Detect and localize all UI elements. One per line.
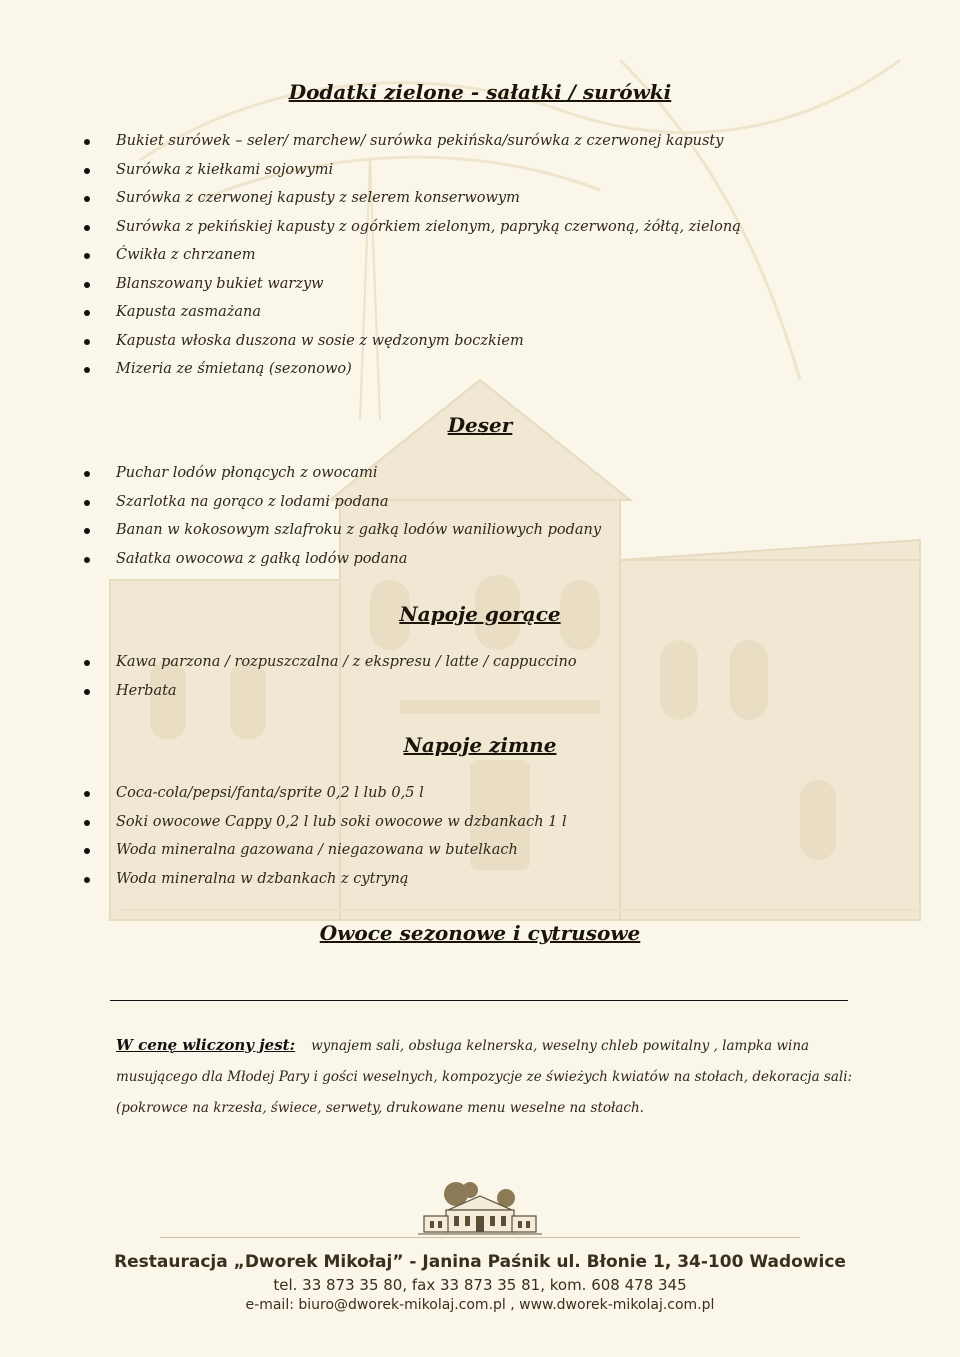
divider (110, 1000, 848, 1001)
footer-contact-line: e-mail: biuro@dworek-mikolaj.com.pl , www.dworek-mikolaj.com.pl (245, 1297, 715, 1313)
fruits-heading: Owoce sezonowe i cytrusowe (319, 921, 641, 945)
bullet-icon (84, 139, 90, 145)
bullet-icon (84, 820, 90, 826)
bullet-icon (84, 557, 90, 563)
included-paragraph (116, 1030, 856, 1124)
list-item: Blanszowany bukiet warzyw (0, 270, 741, 299)
list-item: Kapusta włoska duszona w sosie z wędzonym boczkiem (0, 327, 741, 356)
bullet-icon (84, 282, 90, 288)
dessert-heading: Deser (447, 413, 513, 437)
bullet-icon (84, 253, 90, 259)
list-item: Puchar lodów płonących z owocami (0, 459, 601, 488)
bullet-icon (84, 367, 90, 373)
bullet-icon (84, 877, 90, 883)
bullet-icon (84, 196, 90, 202)
bullet-icon (84, 689, 90, 695)
footer-restaurant-line: Restauracja „Dworek Mikołaj” - Janina Paśnik ul. Błonie 1, 34-100 Wadowice (114, 1252, 846, 1272)
bullet-icon (84, 791, 90, 797)
cold-drinks-list (0, 779, 567, 893)
salads-heading: Dodatki zielone - sałatki / surówki (288, 80, 672, 104)
bullet-icon (84, 848, 90, 854)
salads-list (0, 127, 741, 384)
cold-drinks-heading: Napoje zimne (403, 733, 557, 757)
bullet-icon (84, 225, 90, 231)
bullet-icon (84, 500, 90, 506)
included-text: wynajem sali, obsługa kelnerska, weselny chleb powitalny , lampka wina musującego dla Młodej Pary i gości weselnych, kompozycje ze świeżych kwiatów na stołach, dekoracja sali: (pokrowce na krzesła, świece, serwety, drukowane menu weselne na stołach. (116, 1037, 853, 1116)
list-item: Ćwikła z chrzanem (0, 241, 741, 270)
hot-drinks-heading: Napoje gorące (399, 602, 561, 626)
bullet-icon (84, 528, 90, 534)
manor-logo (418, 1180, 542, 1240)
list-item: Sałatka owocowa z gałką lodów podana (0, 545, 601, 574)
list-item: Herbata (0, 677, 577, 706)
included-label: W cenę wliczony jest: (116, 1035, 296, 1054)
list-item: Mizeria ze śmietaną (sezonowo) (0, 355, 741, 384)
bullet-icon (84, 310, 90, 316)
hot-drinks-list (0, 648, 577, 705)
bullet-icon (84, 660, 90, 666)
list-item: Surówka z czerwonej kapusty z selerem konserwowym (0, 184, 741, 213)
dessert-list (0, 459, 601, 573)
bullet-icon (84, 471, 90, 477)
list-item: Szarlotka na gorąco z lodami podana (0, 488, 601, 517)
list-item: Surówka z kiełkami sojowymi (0, 156, 741, 185)
list-item: Kawa parzona / rozpuszczalna / z ekspresu / latte / cappuccino (0, 648, 577, 677)
bullet-icon (84, 339, 90, 345)
footer-phone-line: tel. 33 873 35 80, fax 33 873 35 81, kom. 608 478 345 (273, 1276, 687, 1294)
list-item: Kapusta zasmażana (0, 298, 741, 327)
list-item: Woda mineralna w dzbankach z cytryną (0, 865, 567, 894)
bullet-icon (84, 168, 90, 174)
list-item: Surówka z pekińskiej kapusty z ogórkiem zielonym, papryką czerwoną, żółtą, zieloną (0, 213, 741, 242)
list-item: Coca-cola/pepsi/fanta/sprite 0,2 l lub 0,5 l (0, 779, 567, 808)
list-item: Bukiet surówek – seler/ marchew/ surówka pekińska/surówka z czerwonej kapusty (0, 127, 741, 156)
list-item: Soki owocowe Cappy 0,2 l lub soki owocowe w dzbankach 1 l (0, 808, 567, 837)
footer-divider (160, 1237, 800, 1238)
list-item: Banan w kokosowym szlafroku z gałką lodów waniliowych podany (0, 516, 601, 545)
list-item: Woda mineralna gazowana / niegazowana w butelkach (0, 836, 567, 865)
